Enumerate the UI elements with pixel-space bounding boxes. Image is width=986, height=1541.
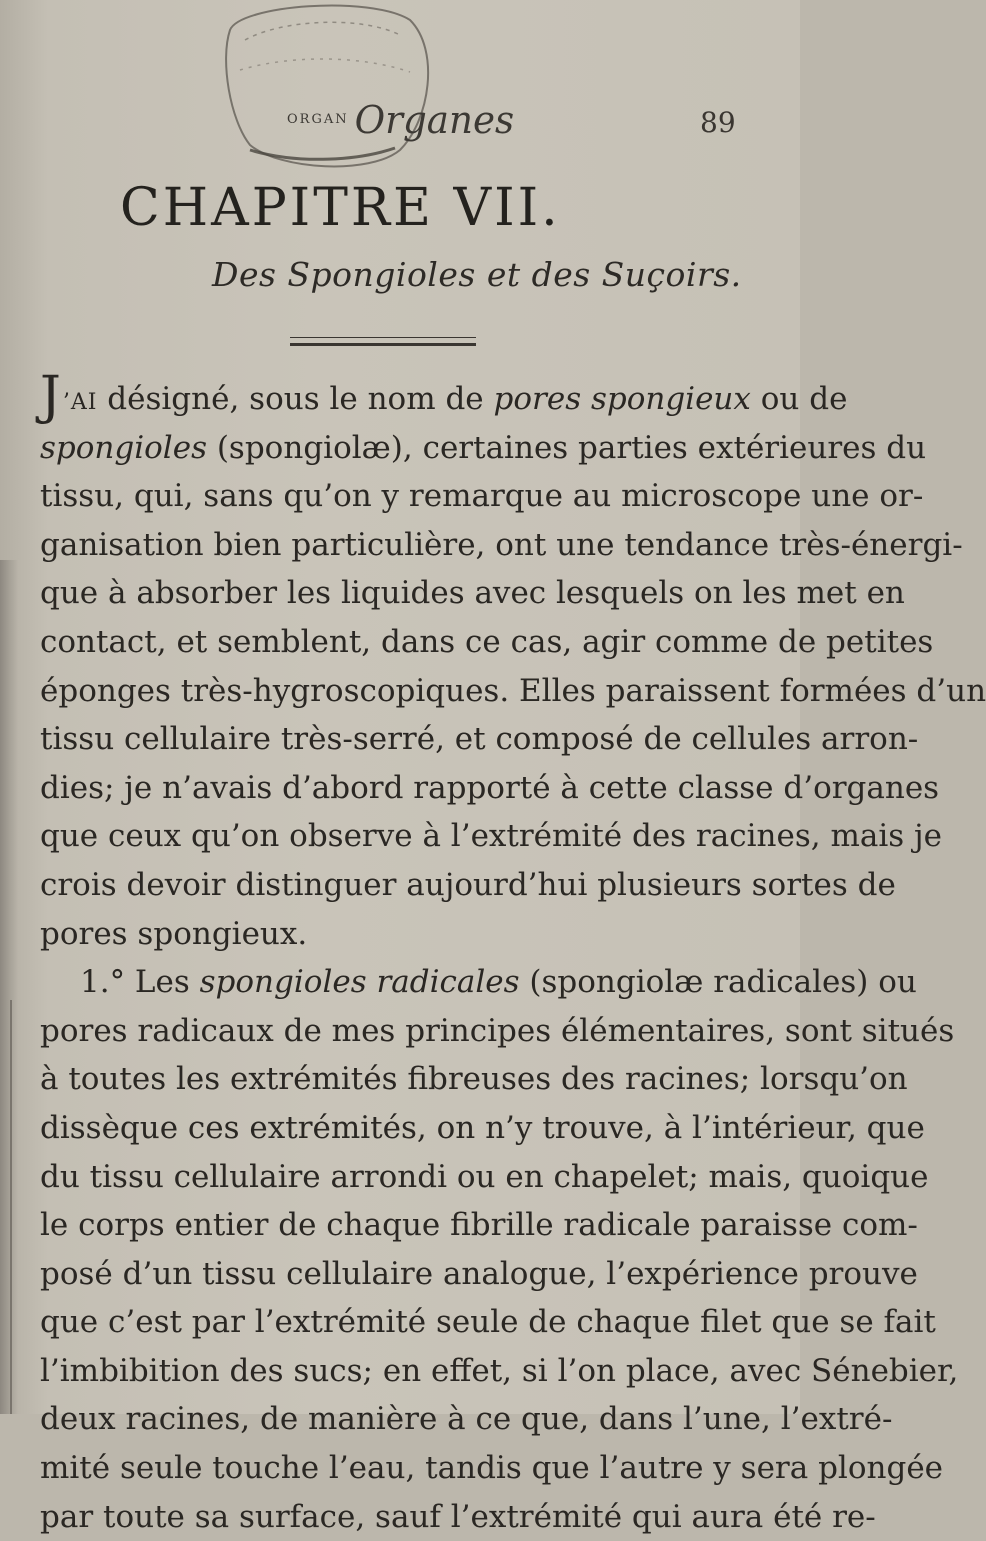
paragraph1-line: pores spongieux.: [40, 915, 308, 952]
page-number: 89: [700, 106, 736, 139]
library-stamp: [100, 0, 515, 170]
drop-cap: J: [40, 366, 61, 426]
paragraph1-line: tissu, qui, sans qu’on y remarque au microscope une or-: [40, 478, 924, 515]
paragraph1-line: éponges très-hygroscopiques. Elles paraissent formées d’un: [40, 672, 986, 709]
paragraph1-line: contact, et semblent, dans ce cas, agir comme de petites: [40, 623, 934, 660]
paragraph2-line: que c’est par l’extrémité seule de chaque filet que se fait: [40, 1304, 936, 1341]
paragraph2-line: par toute sa surface, sauf l’extrémité qui aura été re-: [40, 1498, 876, 1535]
paragraph1-line: crois devoir distinguer aujourd’hui plusieurs sortes de: [40, 866, 896, 903]
paragraph1-line: tissu cellulaire très-serré, et composé de cellules arron-: [40, 721, 919, 758]
stamp-oval-icon: [100, 0, 500, 170]
section-divider: [290, 337, 476, 346]
paragraph2-line: deux racines, de manière à ce que, dans l’une, l’extré-: [40, 1401, 893, 1438]
paragraph2-line: posé d’un tissu cellulaire analogue, l’expérience prouve: [40, 1255, 918, 1292]
paragraph1-line: J’AI désigné, sous le nom de pores spongieux ou de: [40, 366, 848, 426]
stamp-center-text: Organes: [354, 98, 515, 142]
paragraph2-line: l’imbibition des sucs; en effet, si l’on place, avec Sénebier,: [40, 1352, 959, 1389]
paragraph1-line: ganisation bien particulière, ont une tendance très-énergi-: [40, 526, 963, 563]
page-edge-shadow: [0, 560, 18, 1414]
page-edge-line: [10, 1000, 12, 1414]
paragraph2-line: du tissu cellulaire arrondi ou en chapelet; mais, quoique: [40, 1158, 929, 1195]
chapter-title: CHAPITRE VII.: [120, 178, 561, 238]
paragraph1-line: spongioles (spongiolæ), certaines parties extérieures du: [40, 429, 927, 466]
paragraph2-line: pores radicaux de mes principes élémentaires, sont situés: [40, 1012, 955, 1049]
paragraph1-line: que ceux qu’on observe à l’extrémité des racines, mais je: [40, 818, 942, 855]
paragraph2-line: dissèque ces extrémités, on n’y trouve, à l’intérieur, que: [40, 1109, 925, 1146]
paragraph2-line: le corps entier de chaque fibrille radicale paraisse com-: [40, 1207, 918, 1244]
chapter-subtitle: Des Spongioles et des Suçoirs.: [212, 255, 742, 294]
stamp-left-text: ORGAN: [287, 112, 349, 127]
paragraph2-line: 1.° Les spongioles radicales (spongiolæ radicales) ou: [80, 964, 917, 1001]
paragraph2-line: à toutes les extrémités fibreuses des racines; lorsqu’on: [40, 1061, 908, 1098]
paragraph2-line: mité seule touche l’eau, tandis que l’autre y sera plongée: [40, 1450, 944, 1487]
body-text: [40, 366, 986, 1541]
paragraph1-line: dies; je n’avais d’abord rapporté à cette classe d’organes: [40, 769, 940, 806]
paragraph1-line: que à absorber les liquides avec lesquels on les met en: [40, 575, 905, 612]
